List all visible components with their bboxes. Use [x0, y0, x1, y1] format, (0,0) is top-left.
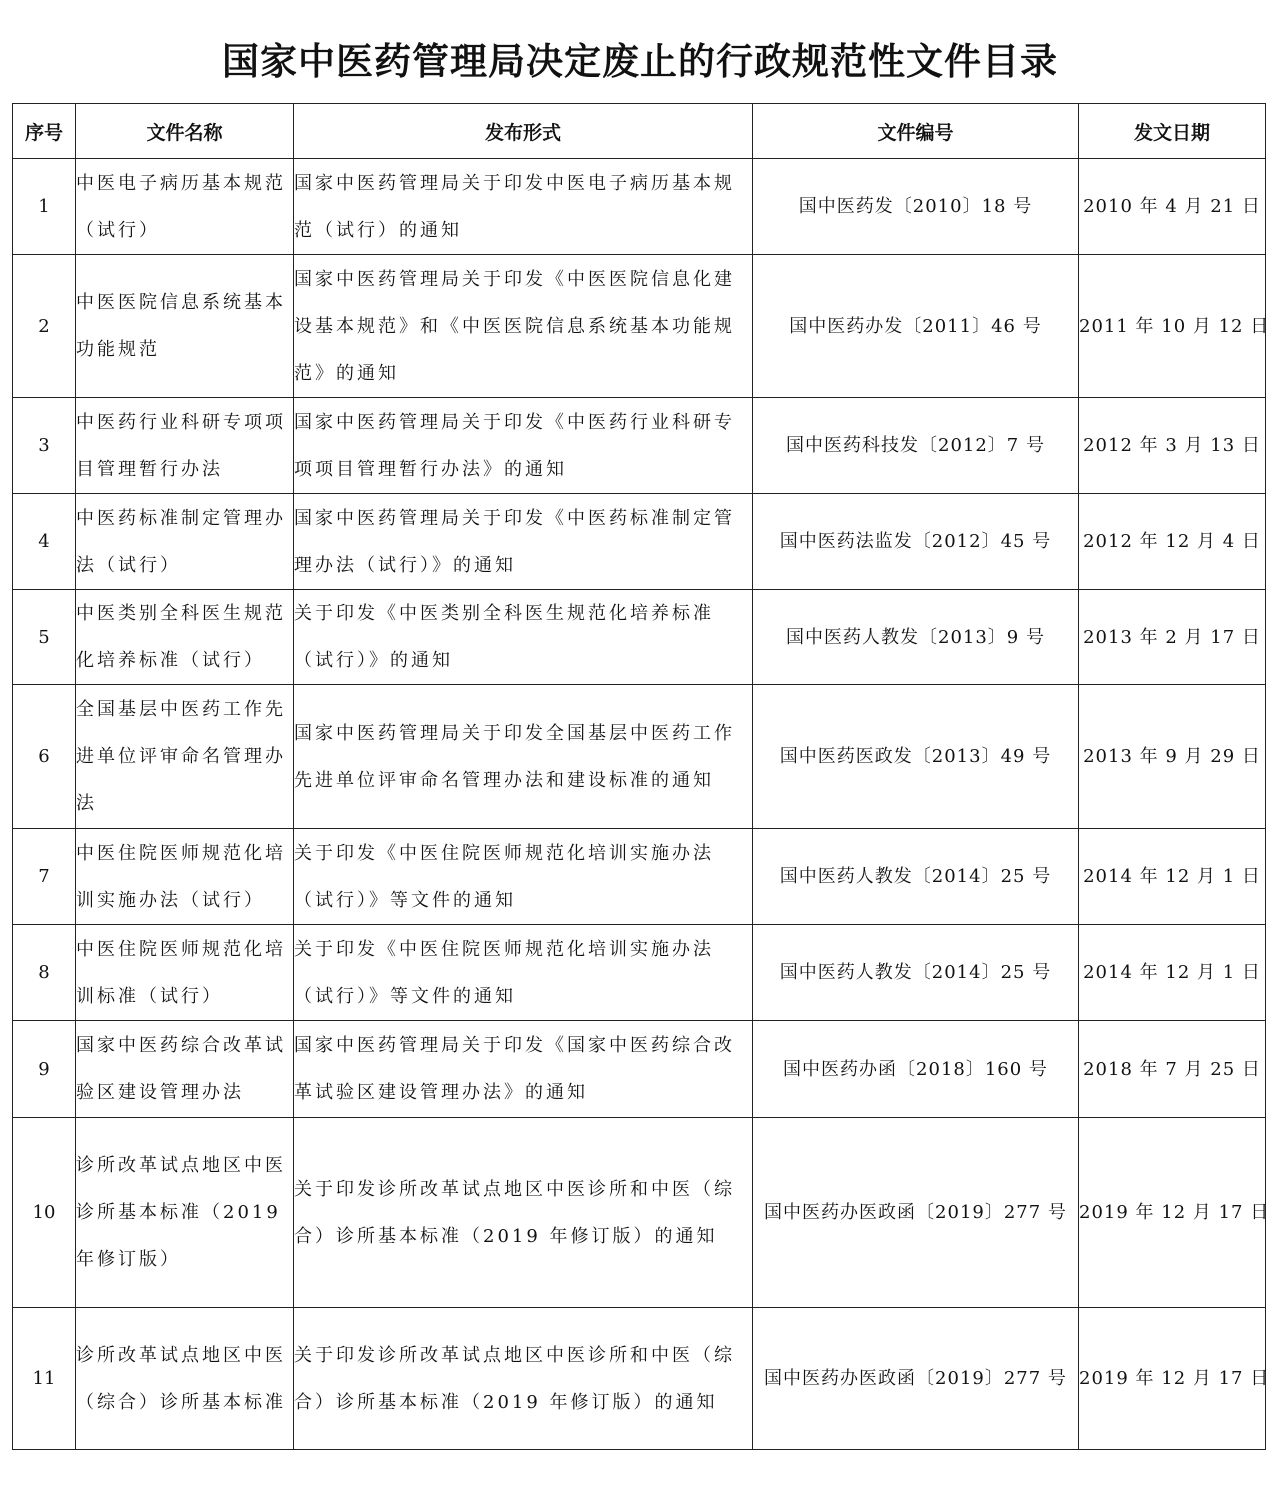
cell-form: 国家中医药管理局关于印发《中医医院信息化建设基本规范》和《中医医院信息系统基本功能规范》的通知: [294, 255, 753, 398]
cell-form: 关于印发诊所改革试点地区中医诊所和中医（综合）诊所基本标准（2019 年修订版）的通知: [294, 1308, 753, 1450]
table-row: [13, 255, 1266, 398]
table-row: [13, 925, 1266, 1021]
cell-date: 2013 年 9 月 29 日: [1079, 685, 1266, 829]
cell-code: 国中医药办医政函〔2019〕277 号: [753, 1118, 1079, 1308]
header-date: 发文日期: [1079, 104, 1266, 159]
cell-date: 2012 年 3 月 13 日: [1079, 398, 1266, 494]
cell-no: 5: [13, 590, 76, 685]
cell-name: 中医电子病历基本规范（试行）: [76, 159, 294, 255]
table-row: [13, 1308, 1266, 1450]
cell-form: 关于印发诊所改革试点地区中医诊所和中医（综合）诊所基本标准（2019 年修订版）的通知: [294, 1118, 753, 1308]
cell-date: 2010 年 4 月 21 日: [1079, 159, 1266, 255]
cell-date: 2019 年 12 月 17 日: [1079, 1308, 1266, 1450]
cell-name: 中医药标准制定管理办法（试行）: [76, 494, 294, 590]
cell-date: 2013 年 2 月 17 日: [1079, 590, 1266, 685]
cell-date: 2014 年 12 月 1 日: [1079, 829, 1266, 925]
cell-code: 国中医药发〔2010〕18 号: [753, 159, 1079, 255]
cell-name: 中医药行业科研专项项目管理暂行办法: [76, 398, 294, 494]
cell-no: 7: [13, 829, 76, 925]
cell-code: 国中医药法监发〔2012〕45 号: [753, 494, 1079, 590]
cell-code: 国中医药办函〔2018〕160 号: [753, 1021, 1079, 1118]
cell-name: 中医医院信息系统基本功能规范: [76, 255, 294, 398]
table-row: [13, 685, 1266, 829]
cell-form: 国家中医药管理局关于印发全国基层中医药工作先进单位评审命名管理办法和建设标准的通知: [294, 685, 753, 829]
cell-code: 国中医药人教发〔2014〕25 号: [753, 925, 1079, 1021]
cell-name: 中医类别全科医生规范化培养标准（试行）: [76, 590, 294, 685]
cell-name: 中医住院医师规范化培训标准（试行）: [76, 925, 294, 1021]
cell-code: 国中医药办发〔2011〕46 号: [753, 255, 1079, 398]
cell-no: 6: [13, 685, 76, 829]
cell-form: 关于印发《中医住院医师规范化培训实施办法（试行）》等文件的通知: [294, 925, 753, 1021]
table-row: [13, 590, 1266, 685]
header-code: 文件编号: [753, 104, 1079, 159]
cell-form: 国家中医药管理局关于印发《中医药标准制定管理办法（试行）》的通知: [294, 494, 753, 590]
cell-date: 2018 年 7 月 25 日: [1079, 1021, 1266, 1118]
page-title: 国家中医药管理局决定废止的行政规范性文件目录: [222, 40, 1058, 83]
header-name: 文件名称: [76, 104, 294, 159]
cell-no: 11: [13, 1308, 76, 1450]
cell-name: 中医住院医师规范化培训实施办法（试行）: [76, 829, 294, 925]
cell-name: 全国基层中医药工作先进单位评审命名管理办法: [76, 685, 294, 829]
cell-form: 关于印发《中医住院医师规范化培训实施办法（试行）》等文件的通知: [294, 829, 753, 925]
header-form: 发布形式: [294, 104, 753, 159]
cell-form: 国家中医药管理局关于印发中医电子病历基本规范（试行）的通知: [294, 159, 753, 255]
header-no: 序号: [13, 104, 76, 159]
cell-name: 国家中医药综合改革试验区建设管理办法: [76, 1021, 294, 1118]
table-row: [13, 829, 1266, 925]
cell-date: 2012 年 12 月 4 日: [1079, 494, 1266, 590]
cell-form: 关于印发《中医类别全科医生规范化培养标准（试行）》的通知: [294, 590, 753, 685]
table-row: [13, 1021, 1266, 1118]
table-row: [13, 494, 1266, 590]
cell-code: 国中医药人教发〔2014〕25 号: [753, 829, 1079, 925]
cell-code: 国中医药医政发〔2013〕49 号: [753, 685, 1079, 829]
table-row: [13, 398, 1266, 494]
cell-no: 1: [13, 159, 76, 255]
cell-no: 4: [13, 494, 76, 590]
cell-code: 国中医药科技发〔2012〕7 号: [753, 398, 1079, 494]
cell-form: 国家中医药管理局关于印发《国家中医药综合改革试验区建设管理办法》的通知: [294, 1021, 753, 1118]
cell-no: 3: [13, 398, 76, 494]
document-table: [12, 103, 1270, 1450]
cell-name: 诊所改革试点地区中医（综合）诊所基本标准: [76, 1308, 294, 1450]
cell-no: 8: [13, 925, 76, 1021]
cell-no: 2: [13, 255, 76, 398]
header-row: [13, 104, 1266, 159]
cell-no: 10: [13, 1118, 76, 1308]
table-row: [13, 1118, 1266, 1308]
cell-code: 国中医药办医政函〔2019〕277 号: [753, 1308, 1079, 1450]
cell-code: 国中医药人教发〔2013〕9 号: [753, 590, 1079, 685]
cell-date: 2019 年 12 月 17 日: [1079, 1118, 1266, 1308]
cell-no: 9: [13, 1021, 76, 1118]
table-row: [13, 159, 1266, 255]
cell-date: 2014 年 12 月 1 日: [1079, 925, 1266, 1021]
cell-name: 诊所改革试点地区中医诊所基本标准（2019 年修订版）: [76, 1118, 294, 1308]
cell-date: 2011 年 10 月 12 日: [1079, 255, 1266, 398]
cell-form: 国家中医药管理局关于印发《中医药行业科研专项项目管理暂行办法》的通知: [294, 398, 753, 494]
